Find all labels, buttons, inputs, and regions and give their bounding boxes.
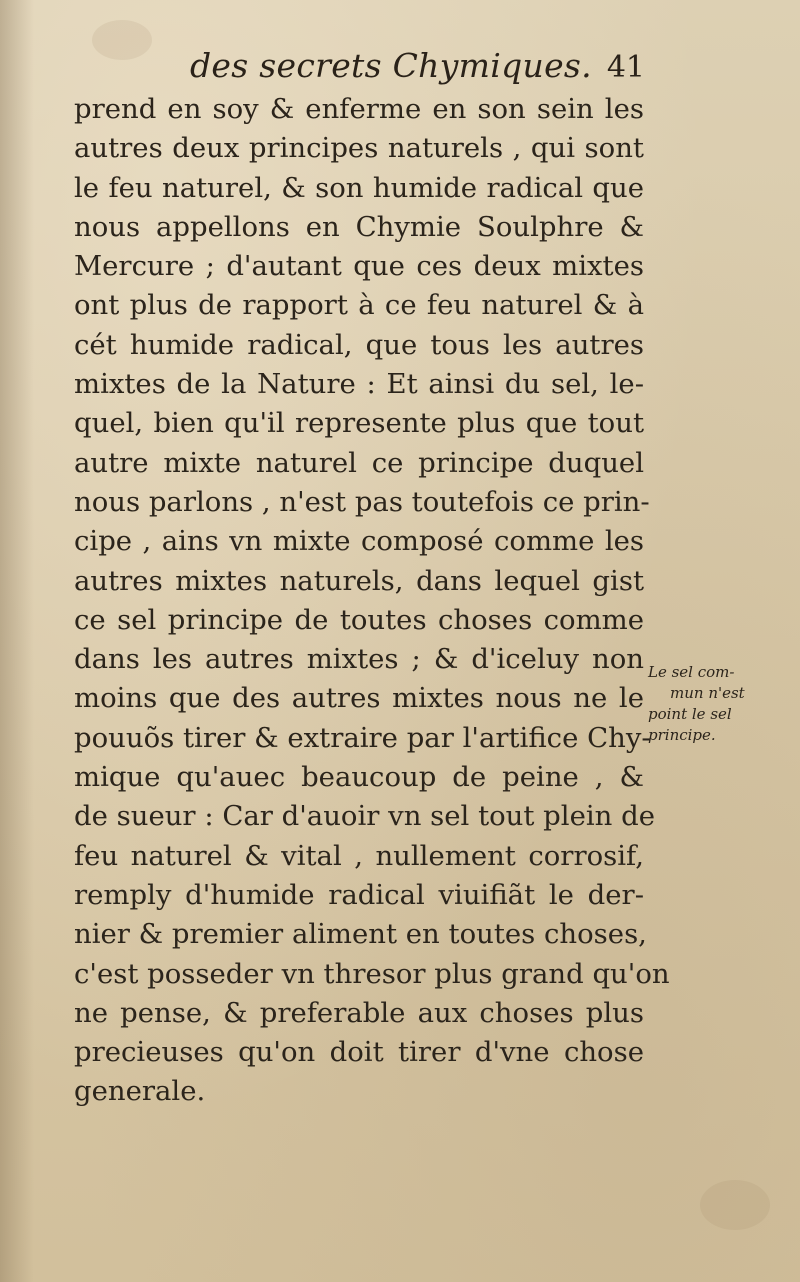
text-line: Mercure ; d'autant que ces deux mixtes <box>74 250 644 283</box>
text-line: mixtes de la Nature : Et ainsi du sel, le- <box>74 368 644 401</box>
text-line: nous parlons , n'est pas toutefois ce prin- <box>74 485 650 518</box>
text-line: quel, bien qu'il represente plus que tout <box>74 407 644 440</box>
marginal-note-line: point le sel <box>648 705 732 723</box>
text-line: mique qu'auec beaucoup de peine , & <box>74 761 644 794</box>
text-line: autres deux principes naturels , qui sont <box>74 132 644 165</box>
text-line: nier & premier aliment en toutes choses, <box>74 918 647 951</box>
text-line: ont plus de rapport à ce feu naturel & à <box>74 289 644 322</box>
text-line: remply d'humide radical viuifiãt le der- <box>74 878 644 911</box>
text-line: pouuõs tirer & extraire par l'artifice Chy- <box>74 721 651 754</box>
text-line: autre mixte naturel ce principe duquel <box>74 446 644 479</box>
text-line: c'est posseder vn thresor plus grand qu'on <box>74 957 670 990</box>
page-header <box>190 46 660 96</box>
marginal-note-line: principe. <box>648 726 716 744</box>
running-title: des secrets Chymiques. <box>190 46 592 85</box>
text-line: le feu naturel, & son humide radical que <box>74 171 644 204</box>
text-line: prend en soy & enferme en son sein les <box>74 93 644 125</box>
spine-shadow <box>0 0 34 1282</box>
text-line: ne pense, & preferable aux choses plus <box>74 996 644 1029</box>
text-line: feu naturel & vital , nullement corrosif, <box>74 839 644 872</box>
body-text <box>74 90 670 1112</box>
text-line: generale. <box>74 1075 206 1108</box>
page-number: 41 <box>606 50 645 85</box>
text-line: precieuses qu'on doit tirer d'vne chose <box>74 1036 644 1069</box>
text-line: moins que des autres mixtes nous ne le <box>74 682 644 715</box>
text-line: de sueur : Car d'auoir vn sel tout plein de <box>74 800 655 833</box>
text-line: nous appellons en Chymie Soulphre & <box>74 210 644 243</box>
paper-stain <box>92 20 152 60</box>
marginal-note-line: Le sel com- <box>648 663 735 681</box>
marginal-note <box>648 662 778 746</box>
text-line: ce sel principe de toutes choses comme <box>74 603 644 636</box>
text-line: dans les autres mixtes ; & d'iceluy non <box>74 643 644 676</box>
paper-stain <box>700 1180 770 1230</box>
marginal-note-line: mun n'est <box>670 684 745 702</box>
text-line: cét humide radical, que tous les autres <box>74 328 644 361</box>
text-line: cipe , ains vn mixte composé comme les <box>74 525 644 558</box>
text-line: autres mixtes naturels, dans lequel gist <box>74 564 644 597</box>
